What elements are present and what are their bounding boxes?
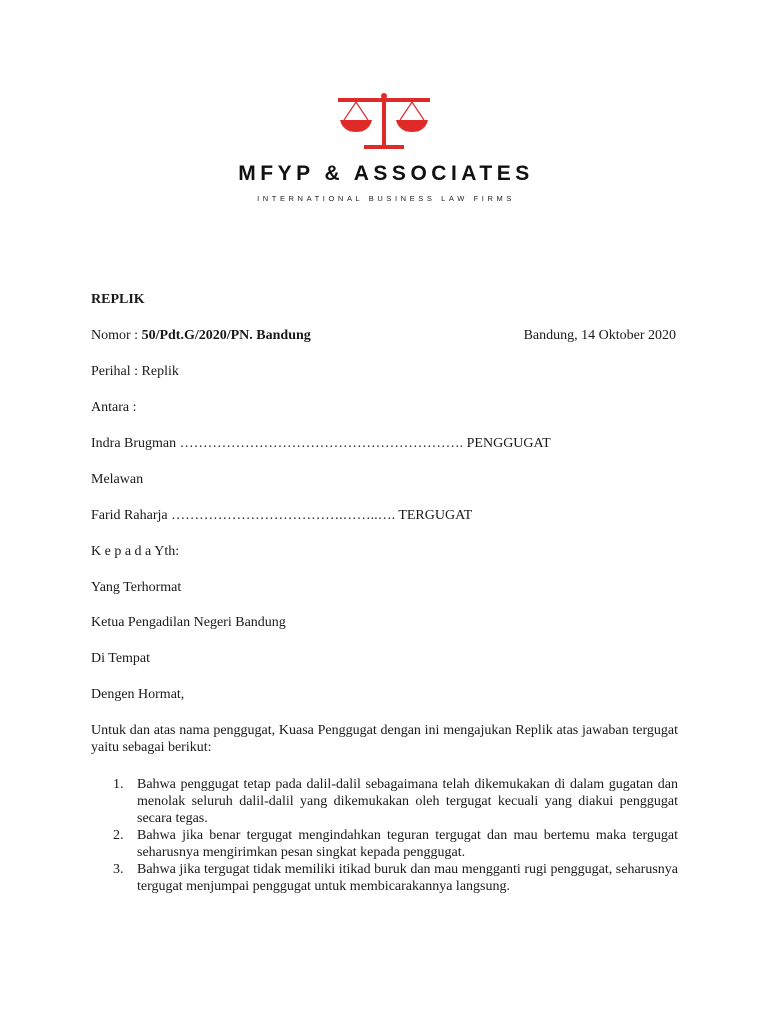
plaintiff-line: Indra Brugman ……………………………………………………. PENGGUGAT xyxy=(91,436,551,451)
recipient-location: Di Tempat xyxy=(91,651,151,666)
firm-tagline: INTERNATIONAL BUSINESS LAW FIRMS xyxy=(257,194,515,203)
between-label: Antara : xyxy=(91,400,137,415)
versus-label: Melawan xyxy=(91,472,144,487)
scales-of-justice-icon xyxy=(334,92,434,154)
list-item xyxy=(91,861,678,895)
case-number xyxy=(91,327,311,344)
subject-line: Perihal : Replik xyxy=(91,364,179,379)
honorific-line: Yang Terhormat xyxy=(91,580,182,595)
defendant-line: Farid Raharja ……………………………….……..…. TERGUGAT xyxy=(91,508,473,523)
case-number-value: 50/Pdt.G/2020/PN. Bandung xyxy=(141,328,311,343)
list-item xyxy=(91,776,678,827)
list-item-number: 2. xyxy=(113,828,124,843)
points-list xyxy=(91,776,678,895)
list-item xyxy=(91,827,678,861)
list-item-text: Bahwa jika tergugat tidak memiliki itikad buruk dan mau mengganti rugi penggugat, seharusnya tergugat menjumpai penggugat untuk membicarakannya langsung. xyxy=(137,862,678,894)
intro-paragraph: Untuk dan atas nama penggugat, Kuasa Penggugat dengan ini mengajukan Replik atas jawaban tergugat yaitu sebagai berikut: xyxy=(91,723,678,755)
list-item-text: Bahwa penggugat tetap pada dalil-dalil sebagaimana telah dikemukakan di dalam gugatan dan menolak seluruh dalil-dalil yang dikemukakan oleh tergugat kecuali yang diakui penggugat secara tegas. xyxy=(137,777,678,826)
firm-name: MFYP & ASSOCIATES xyxy=(238,162,534,185)
recipient-label: K e p a d a Yth: xyxy=(91,544,180,559)
list-item-number: 1. xyxy=(113,777,124,792)
list-item-text: Bahwa jika benar tergugat mengindahkan teguran tergugat dan mau bertemu maka tergugat seharusnya mengirimkan pesan singkat kepada penggugat. xyxy=(137,828,678,860)
list-item-number: 3. xyxy=(113,862,124,877)
recipient-name: Ketua Pengadilan Negeri Bandung xyxy=(91,615,286,630)
salutation: Dengen Hormat, xyxy=(91,687,185,702)
case-number-label: Nomor : xyxy=(91,328,142,343)
firm-logo xyxy=(0,92,768,154)
document-title: REPLIK xyxy=(91,292,145,307)
place-date: Bandung, 14 Oktober 2020 xyxy=(523,328,676,343)
